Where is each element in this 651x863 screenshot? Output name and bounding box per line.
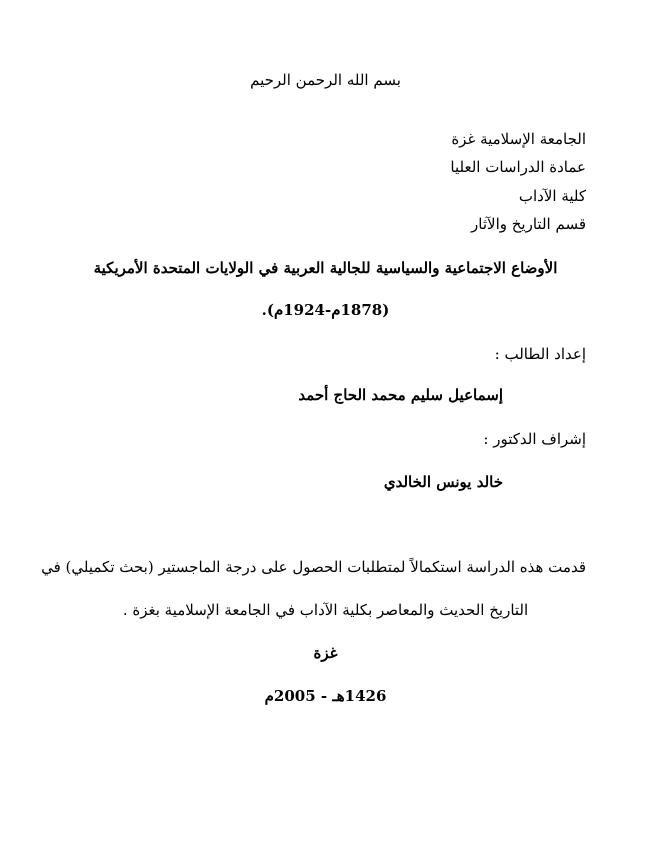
student-label: إعداد الطالب : — [494, 345, 586, 363]
faculty-name: كلية الآداب — [518, 187, 586, 205]
basmala: بسم الله الرحمن الرحيم — [250, 71, 401, 89]
thesis-period: (1878م-1924م). — [261, 301, 390, 319]
submission-line-2: التاريخ الحديث والمعاصر بكلية الآداب في الجامعة الإسلامية بغزة . — [122, 601, 529, 619]
university-name: الجامعة الإسلامية غزة — [451, 130, 586, 148]
student-name: إسماعيل سليم محمد الحاج أحمد — [298, 386, 503, 404]
department-name: قسم التاريخ والآثار — [471, 215, 586, 233]
date: 1426هـ - 2005م — [264, 687, 387, 705]
supervisor-name: خالد يونس الخالدي — [383, 473, 503, 491]
deanship-name: عمادة الدراسات العليا — [450, 158, 586, 176]
submission-line-1: قدمت هذه الدراسة استكمالاً لمتطلبات الحصول على درجة الماجستير (بحث تكميلي) في — [41, 558, 586, 576]
place: غزة — [313, 644, 338, 662]
supervisor-label: إشراف الدكتور : — [483, 430, 586, 448]
thesis-title: الأوضاع الاجتماعية والسياسية للجالية العربية في الولايات المتحدة الأمريكية — [93, 259, 558, 277]
